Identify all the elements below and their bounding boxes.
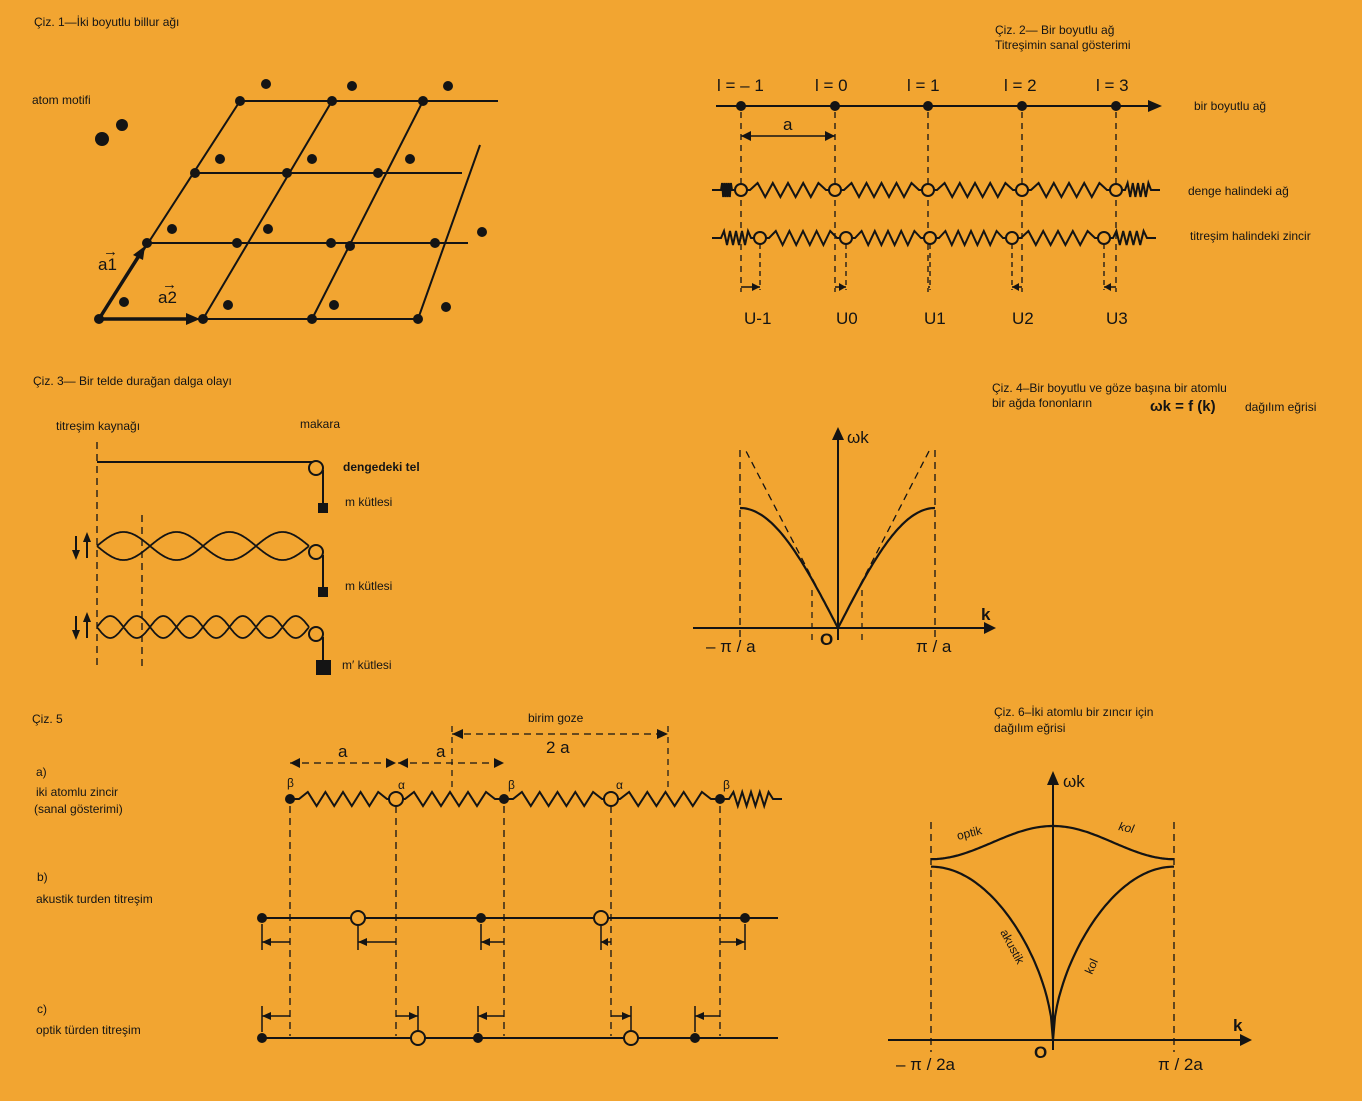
index-label: l = – 1 bbox=[717, 76, 764, 95]
pulley bbox=[309, 545, 323, 559]
part-a-tag: a) bbox=[36, 765, 47, 779]
motif-atom-large bbox=[95, 132, 109, 146]
part-c-tag: c) bbox=[37, 1002, 47, 1016]
vector-a1-label: a1 bbox=[98, 255, 117, 274]
part-b-label: akustik turden titreşim bbox=[36, 892, 153, 906]
index-label: l = 3 bbox=[1096, 76, 1129, 95]
index-label: l = 1 bbox=[907, 76, 940, 95]
row-label: titreşim halindeki zincir bbox=[1190, 229, 1311, 243]
mass bbox=[318, 587, 328, 597]
fig2-caption-line1: Çiz. 2— Bir boyutlu ağ bbox=[995, 23, 1115, 37]
y-axis-label: ωk bbox=[847, 428, 869, 447]
row-label: bir boyutlu ağ bbox=[1194, 99, 1267, 113]
fig2-caption-line2: Titreşimin sanal gösterimi bbox=[995, 38, 1131, 52]
atom-type-alpha: α bbox=[398, 778, 405, 792]
right-tick-label: π / 2a bbox=[1158, 1055, 1203, 1074]
mass-label: m kütlesi bbox=[345, 495, 393, 509]
displacement-label: U2 bbox=[1012, 309, 1034, 328]
arrow-glyph: → bbox=[162, 276, 177, 293]
spacing-label: a bbox=[338, 742, 348, 761]
wire-label: dengedeki tel bbox=[343, 460, 420, 474]
optical-branch-tail: kol bbox=[1117, 819, 1136, 837]
origin-label: O bbox=[820, 630, 834, 649]
row-label: denge halindeki ağ bbox=[1188, 184, 1289, 198]
index-label: l = 2 bbox=[1004, 76, 1037, 95]
y-axis-label: ωk bbox=[1063, 772, 1085, 791]
atom-type-beta: β bbox=[287, 776, 294, 790]
optical-branch-label: optik bbox=[955, 823, 984, 843]
fig4-caption-line2: bir ağda fononların bbox=[992, 396, 1093, 410]
mass-heavy bbox=[316, 660, 331, 675]
x-axis-label: k bbox=[981, 605, 991, 624]
spacing-label: a bbox=[783, 115, 793, 134]
fig6-caption-line1: Çiz. 6–İki atomlu bir zıncır için bbox=[994, 705, 1154, 719]
displacement-label: U0 bbox=[836, 309, 858, 328]
fig4-caption-tail: dağılım eğrisi bbox=[1245, 400, 1317, 414]
cell-length-label: 2 a bbox=[546, 738, 570, 757]
mass-label: m′ kütlesi bbox=[342, 658, 392, 672]
unit-cell-label: birim goze bbox=[528, 711, 584, 725]
arrow-glyph: → bbox=[103, 243, 118, 260]
part-b-tag: b) bbox=[37, 870, 48, 884]
fig1-caption: Çiz. 1—İki boyutlu billur ağı bbox=[34, 15, 180, 29]
acoustic-branch-tail: kol bbox=[1081, 956, 1101, 977]
x-axis-label: k bbox=[1233, 1016, 1243, 1035]
part-a-label-line1: iki atomlu zincir bbox=[36, 785, 119, 799]
atom-type-beta: β bbox=[723, 778, 730, 792]
spacing-label: a bbox=[436, 742, 446, 761]
pulley-label: makara bbox=[300, 417, 341, 431]
part-a-label-line2: (sanal gösterimi) bbox=[34, 802, 123, 816]
acoustic-branch-label: akustik bbox=[997, 926, 1028, 967]
left-tick-label: – π / 2a bbox=[896, 1055, 955, 1074]
atom-type-alpha: α bbox=[616, 778, 623, 792]
fig6-caption-line2: dağılım eğrisi bbox=[994, 721, 1066, 735]
pulley bbox=[309, 461, 323, 475]
index-label: l = 0 bbox=[815, 76, 848, 95]
part-c-label: optik türden titreşim bbox=[36, 1023, 141, 1037]
fig4-caption-line1: Çiz. 4–Bir boyutlu ve göze başına bir atomlu bbox=[992, 381, 1227, 395]
fig3-caption: Çiz. 3— Bir telde durağan dalga olayı bbox=[33, 374, 232, 388]
fig5-caption: Çiz. 5 bbox=[32, 712, 63, 726]
origin-label: O bbox=[1034, 1043, 1048, 1062]
mass-label: m kütlesi bbox=[345, 579, 393, 593]
left-tick-label: – π / a bbox=[706, 637, 756, 656]
mass bbox=[318, 503, 328, 513]
vector-a2-label: a2 bbox=[158, 288, 177, 307]
right-tick-label: π / a bbox=[916, 637, 952, 656]
source-label: titreşim kaynağı bbox=[56, 419, 141, 433]
displacement-label: U1 bbox=[924, 309, 946, 328]
fig1-motif-label: atom motifi bbox=[32, 93, 91, 107]
displacement-label: U3 bbox=[1106, 309, 1128, 328]
fig4-formula: ωk = f (k) bbox=[1150, 398, 1216, 415]
atom-type-beta: β bbox=[508, 778, 515, 792]
displacement-label: U-1 bbox=[744, 309, 772, 328]
pulley bbox=[309, 627, 323, 641]
motif-atom-small bbox=[116, 119, 128, 131]
